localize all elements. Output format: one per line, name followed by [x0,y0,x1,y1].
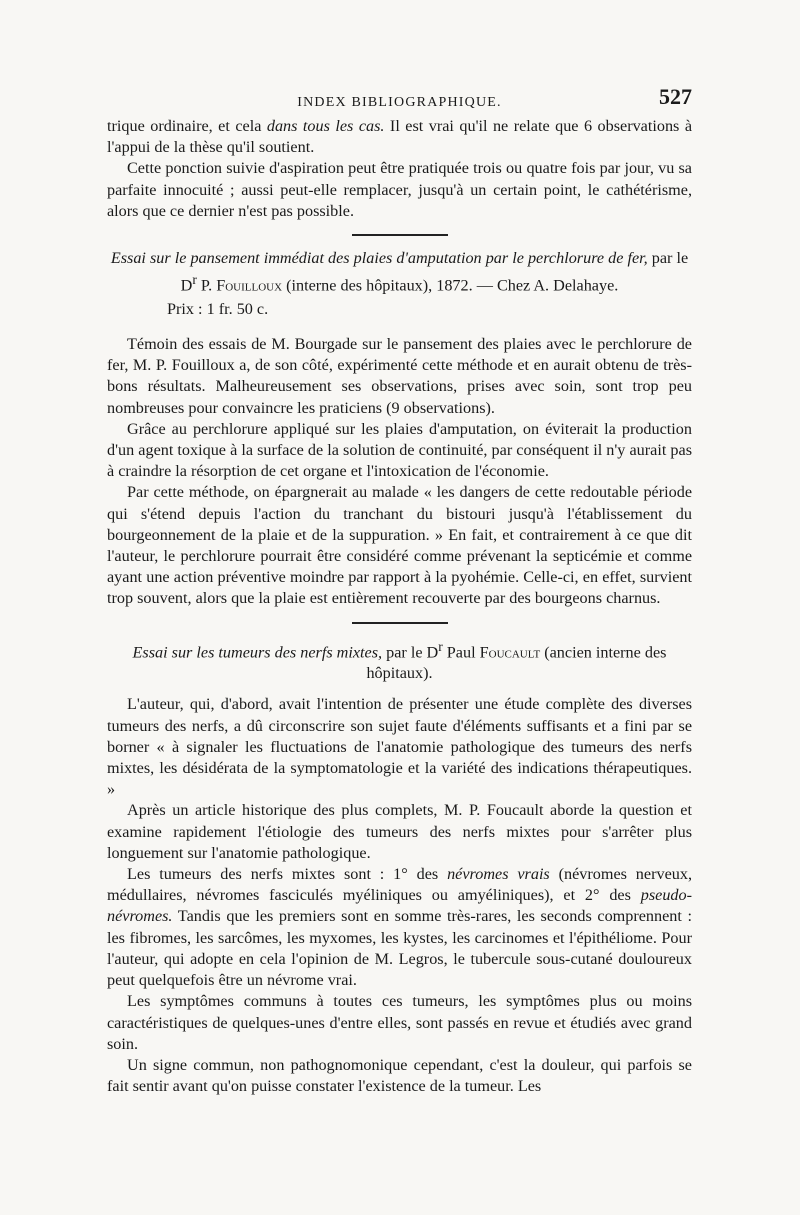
page-header [107,86,692,116]
page-number: 527 [659,84,692,109]
review-paragraph: Grâce au perchlorure appliqué sur les plaies d'amputation, on éviterait la production d'un agent toxique à la surface de la solution de continuité, par conséquent il n'y aurait pas à craindre la résorption de cet organe et l'intoxication de l'économie. [107,419,692,481]
entry-price: Prix : 1 fr. 50 c. [167,299,269,318]
spacer [107,686,692,694]
section-divider [352,622,448,624]
text-column [107,86,692,1097]
entry-title: Essai sur le pansement immédiat des plaies d'amputation par le perchlorure de fer, par le $D^r$ P. Fouilloux (interne des hôpitaux), 1872. — Chez A. Delahaye. [110,249,689,295]
review-paragraph: Un signe commun, non pathognomonique cependant, c'est la douleur, qui parfois se fait sentir avant qu'on puisse constater l'existence de la tumeur. Les [107,1055,692,1096]
review-paragraph: Témoin des essais de M. Bourgade sur le pansement des plaies avec le perchlorure de fer, M. P. Fouilloux a, de son côté, expérimenté cette méthode et en aurait obtenu de très-bons résultats. Malheureusement ses observations, prises avec soin, sont trop peu nombreuses pour convaincre les praticiens (9 observations). [107,335,692,417]
review-paragraph: Par cette méthode, on épargnerait au malade « les dangers de cette redoutable période qui s'étend depuis l'action du tranchant du bistouri jusqu'à l'établissement du bourgeonnement de la plaie et de la suppuration. » En fait, et contrairement à ce que dit l'auteur, le perchlorure pourrait être considéré comme prévenant la septicémie et comme ayant une action préventive moindre par rapport à la pyohémie. Celle-ci, en effet, survient trop souvent, alors que la plaie est entièrement recouverte par des bourgeons charnus. [107,483,692,608]
review-paragraph: Après un article historique des plus complets, M. P. Foucault aborde la question et examine rapidement l'étiologie des tumeurs des nerfs mixtes pour s'arrêter plus longuement sur l'anatomie pathologique. [107,801,692,862]
continuation-paragraph: Cette ponction suivie d'aspiration peut être pratiquée trois ou quatre fois par jour, vu sa parfaite innocuité ; aussi peut-elle remplacer, jusqu'à un certain point, le cathétérisme, alors que ce dernier n'est pas possible. [107,159,692,220]
review-paragraph: L'auteur, qui, d'abord, avait l'intention de présenter une étude complète des diverses tumeurs des nerfs, a dû circonscrire son sujet faute d'éléments suffisants et a fini par se borner « à signaler les fluctuations de l'anatomie pathologique des tumeurs des nerfs mixtes, les désidérata de la symptomatologie et la variété des indications thérapeutiques. » [107,695,692,799]
entry-title: Essai sur les tumeurs des nerfs mixtes, par le $D^r$ Paul Foucault (ancien interne des hôpitaux). [132,638,667,683]
running-title: INDEX BIBLIOGRAPHIQUE. [297,95,502,110]
continuation-paragraph: trique ordinaire, et cela dans tous les cas. Il est vrai qu'il ne relate que 6 observations à l'appui de la thèse qu'il soutient. [107,117,693,157]
section-divider [352,234,448,236]
review-paragraph: Les tumeurs des nerfs mixtes sont : 1° des névromes vrais (névromes nerveux, médullaires, névromes fasciculés myéliniques ou amyéliniques), et 2° des pseudo-névromes. Tandis que les premiers sont en somme très-rares, les seconds comprennent : les fibromes, les sarcômes, les myxomes, les kystes, les carcinomes et l'épithéliome. Pour l'auteur, qui adopte en cela l'opinion de M. Legros, le tubercule sous-cutané douloureux peut quelquefois être un névrome vrai. [107,865,692,990]
review-paragraph: Les symptômes communs à toutes ces tumeurs, les symptômes plus ou moins caractéristiques de quelques-unes d'entre elles, sont passés en revue et étudiés avec grand soin. [107,992,692,1053]
